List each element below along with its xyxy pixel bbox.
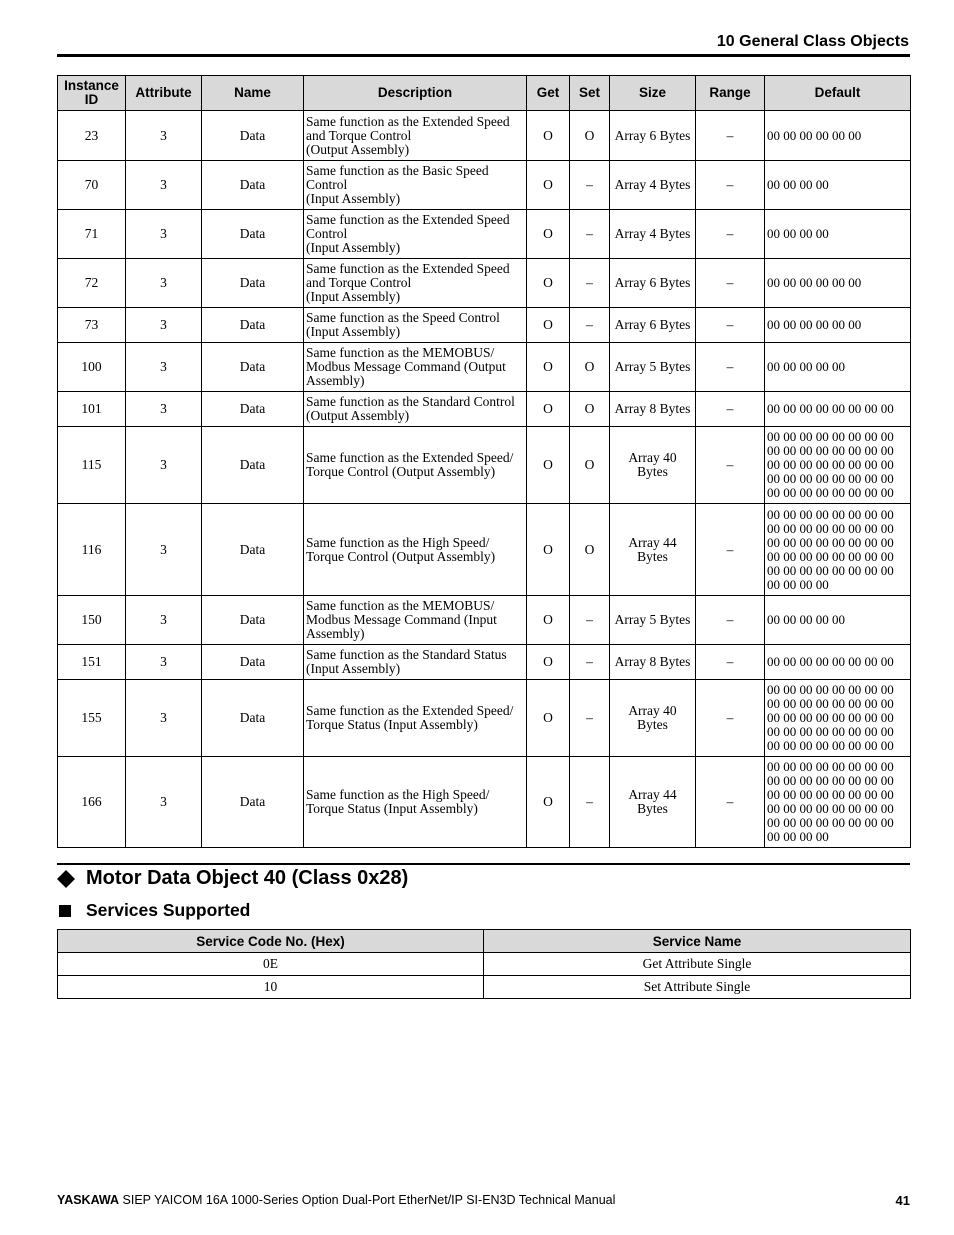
cell-instance-id: 70 bbox=[58, 161, 126, 210]
cell-description: Same function as the Extended Speed/ Torque Control (Output Assembly) bbox=[304, 427, 527, 504]
cell-name: Data bbox=[202, 504, 304, 596]
services-table bbox=[57, 929, 911, 999]
cell-instance-id: 72 bbox=[58, 259, 126, 308]
cell-range: – bbox=[696, 161, 765, 210]
chapter-header: 10 General Class Objects bbox=[716, 33, 909, 50]
cell-instance-id: 155 bbox=[58, 680, 126, 757]
cell-default: 00 00 00 00 00 bbox=[765, 596, 911, 645]
cell-name: Data bbox=[202, 210, 304, 259]
cell-get: O bbox=[527, 392, 570, 427]
col-description: Description bbox=[304, 76, 527, 111]
services-table-body bbox=[58, 953, 911, 999]
cell-set: – bbox=[570, 308, 610, 343]
cell-default: 00 00 00 00 00 00 00 00 bbox=[765, 392, 911, 427]
cell-attribute: 3 bbox=[126, 680, 202, 757]
table-row bbox=[58, 392, 911, 427]
cell-default: 00 00 00 00 00 00 00 00 00 00 00 00 00 00 00 00 00 00 00 00 00 00 00 00 00 00 00 00 00 00 00 00 00 00 00 00 00 00 00 00 00 00 00 00 bbox=[765, 504, 911, 596]
table-row bbox=[58, 259, 911, 308]
table-row bbox=[58, 111, 911, 161]
section-title: Motor Data Object 40 (Class 0x28) bbox=[86, 867, 409, 889]
section-rule bbox=[57, 863, 910, 865]
cell-description: Same function as the Extended Speed and Torque Control (Output Assembly) bbox=[304, 111, 527, 161]
header-rule bbox=[57, 54, 910, 57]
cell-range: – bbox=[696, 343, 765, 392]
cell-service-name: Set Attribute Single bbox=[484, 976, 911, 999]
attribute-table bbox=[57, 75, 911, 848]
cell-name: Data bbox=[202, 757, 304, 848]
cell-set: O bbox=[570, 343, 610, 392]
cell-range: – bbox=[696, 504, 765, 596]
cell-attribute: 3 bbox=[126, 308, 202, 343]
cell-attribute: 3 bbox=[126, 343, 202, 392]
cell-attribute: 3 bbox=[126, 392, 202, 427]
cell-range: – bbox=[696, 596, 765, 645]
services-table-header bbox=[58, 930, 911, 953]
table-row bbox=[58, 504, 911, 596]
cell-instance-id: 23 bbox=[58, 111, 126, 161]
cell-size: Array 6 Bytes bbox=[610, 308, 696, 343]
cell-description: Same function as the High Speed/ Torque Status (Input Assembly) bbox=[304, 757, 527, 848]
cell-name: Data bbox=[202, 596, 304, 645]
cell-size: Array 5 Bytes bbox=[610, 596, 696, 645]
cell-size: Array 4 Bytes bbox=[610, 161, 696, 210]
cell-set: O bbox=[570, 427, 610, 504]
cell-service-name: Get Attribute Single bbox=[484, 953, 911, 976]
cell-default: 00 00 00 00 00 00 00 00 00 00 00 00 00 00 00 00 00 00 00 00 00 00 00 00 00 00 00 00 00 00 00 00 00 00 00 00 00 00 00 00 bbox=[765, 427, 911, 504]
cell-instance-id: 100 bbox=[58, 343, 126, 392]
table-row bbox=[58, 161, 911, 210]
square-bullet-icon bbox=[59, 905, 71, 917]
cell-range: – bbox=[696, 308, 765, 343]
cell-range: – bbox=[696, 259, 765, 308]
cell-attribute: 3 bbox=[126, 645, 202, 680]
table-row bbox=[58, 343, 911, 392]
cell-attribute: 3 bbox=[126, 111, 202, 161]
cell-description: Same function as the Standard Status (Input Assembly) bbox=[304, 645, 527, 680]
cell-size: Array 4 Bytes bbox=[610, 210, 696, 259]
cell-set: O bbox=[570, 392, 610, 427]
footer-text: SIEP YAICOM 16A 1000-Series Option Dual-Port EtherNet/IP SI-EN3D Technical Manual bbox=[119, 1193, 616, 1207]
cell-set: – bbox=[570, 645, 610, 680]
cell-default: 00 00 00 00 00 00 00 00 00 00 00 00 00 00 00 00 00 00 00 00 00 00 00 00 00 00 00 00 00 00 00 00 00 00 00 00 00 00 00 00 bbox=[765, 680, 911, 757]
cell-set: – bbox=[570, 259, 610, 308]
table-row bbox=[58, 976, 911, 999]
cell-description: Same function as the Basic Speed Control (Input Assembly) bbox=[304, 161, 527, 210]
col-size: Size bbox=[610, 76, 696, 111]
cell-set: – bbox=[570, 757, 610, 848]
cell-size: Array 8 Bytes bbox=[610, 645, 696, 680]
cell-name: Data bbox=[202, 645, 304, 680]
page-number: 41 bbox=[895, 1193, 910, 1208]
cell-range: – bbox=[696, 680, 765, 757]
cell-get: O bbox=[527, 645, 570, 680]
cell-attribute: 3 bbox=[126, 427, 202, 504]
cell-description: Same function as the Extended Speed and Torque Control (Input Assembly) bbox=[304, 259, 527, 308]
cell-description: Same function as the MEMOBUS/ Modbus Message Command (Output Assembly) bbox=[304, 343, 527, 392]
cell-name: Data bbox=[202, 680, 304, 757]
table-row bbox=[58, 596, 911, 645]
cell-range: – bbox=[696, 645, 765, 680]
cell-default: 00 00 00 00 00 bbox=[765, 343, 911, 392]
cell-get: O bbox=[527, 161, 570, 210]
cell-instance-id: 71 bbox=[58, 210, 126, 259]
col-name: Name bbox=[202, 76, 304, 111]
cell-set: – bbox=[570, 161, 610, 210]
table-row bbox=[58, 757, 911, 848]
table-row bbox=[58, 680, 911, 757]
cell-attribute: 3 bbox=[126, 210, 202, 259]
cell-name: Data bbox=[202, 161, 304, 210]
cell-range: – bbox=[696, 392, 765, 427]
cell-set: O bbox=[570, 504, 610, 596]
cell-default: 00 00 00 00 bbox=[765, 210, 911, 259]
cell-name: Data bbox=[202, 343, 304, 392]
attribute-table-body bbox=[58, 111, 911, 848]
cell-size: Array 40 Bytes bbox=[610, 680, 696, 757]
cell-default: 00 00 00 00 bbox=[765, 161, 911, 210]
cell-attribute: 3 bbox=[126, 757, 202, 848]
cell-range: – bbox=[696, 210, 765, 259]
cell-range: – bbox=[696, 757, 765, 848]
cell-default: 00 00 00 00 00 00 bbox=[765, 111, 911, 161]
cell-get: O bbox=[527, 308, 570, 343]
cell-name: Data bbox=[202, 392, 304, 427]
cell-get: O bbox=[527, 111, 570, 161]
col-instance-id: Instance ID bbox=[58, 76, 126, 111]
footer-brand: YASKAWA bbox=[57, 1193, 120, 1207]
cell-set: – bbox=[570, 210, 610, 259]
table-row bbox=[58, 953, 911, 976]
cell-get: O bbox=[527, 504, 570, 596]
col-range: Range bbox=[696, 76, 765, 111]
table-row bbox=[58, 645, 911, 680]
cell-instance-id: 101 bbox=[58, 392, 126, 427]
col-get: Get bbox=[527, 76, 570, 111]
cell-instance-id: 151 bbox=[58, 645, 126, 680]
cell-range: – bbox=[696, 427, 765, 504]
cell-instance-id: 166 bbox=[58, 757, 126, 848]
cell-description: Same function as the Speed Control (Input Assembly) bbox=[304, 308, 527, 343]
cell-default: 00 00 00 00 00 00 bbox=[765, 308, 911, 343]
cell-size: Array 5 Bytes bbox=[610, 343, 696, 392]
cell-description: Same function as the High Speed/ Torque Control (Output Assembly) bbox=[304, 504, 527, 596]
cell-service-code: 0E bbox=[58, 953, 484, 976]
cell-get: O bbox=[527, 680, 570, 757]
cell-get: O bbox=[527, 210, 570, 259]
attribute-table-header bbox=[58, 76, 911, 111]
col-service-code: Service Code No. (Hex) bbox=[58, 930, 484, 953]
cell-attribute: 3 bbox=[126, 161, 202, 210]
cell-attribute: 3 bbox=[126, 596, 202, 645]
col-service-name: Service Name bbox=[484, 930, 911, 953]
cell-instance-id: 116 bbox=[58, 504, 126, 596]
cell-service-code: 10 bbox=[58, 976, 484, 999]
cell-description: Same function as the Extended Speed Control (Input Assembly) bbox=[304, 210, 527, 259]
cell-instance-id: 73 bbox=[58, 308, 126, 343]
table-row bbox=[58, 210, 911, 259]
cell-get: O bbox=[527, 343, 570, 392]
cell-name: Data bbox=[202, 308, 304, 343]
cell-set: O bbox=[570, 111, 610, 161]
cell-default: 00 00 00 00 00 00 00 00 bbox=[765, 645, 911, 680]
cell-name: Data bbox=[202, 111, 304, 161]
cell-get: O bbox=[527, 596, 570, 645]
cell-get: O bbox=[527, 259, 570, 308]
cell-description: Same function as the Standard Control (Output Assembly) bbox=[304, 392, 527, 427]
cell-instance-id: 150 bbox=[58, 596, 126, 645]
cell-description: Same function as the Extended Speed/ Torque Status (Input Assembly) bbox=[304, 680, 527, 757]
diamond-icon bbox=[57, 870, 75, 888]
cell-name: Data bbox=[202, 259, 304, 308]
col-attribute: Attribute bbox=[126, 76, 202, 111]
page-footer bbox=[57, 1193, 910, 1207]
cell-default: 00 00 00 00 00 00 00 00 00 00 00 00 00 00 00 00 00 00 00 00 00 00 00 00 00 00 00 00 00 00 00 00 00 00 00 00 00 00 00 00 00 00 00 00 bbox=[765, 757, 911, 848]
subsection-title: Services Supported bbox=[86, 900, 251, 920]
cell-set: – bbox=[570, 596, 610, 645]
cell-get: O bbox=[527, 427, 570, 504]
cell-instance-id: 115 bbox=[58, 427, 126, 504]
cell-get: O bbox=[527, 757, 570, 848]
cell-size: Array 8 Bytes bbox=[610, 392, 696, 427]
col-set: Set bbox=[570, 76, 610, 111]
cell-size: Array 6 Bytes bbox=[610, 259, 696, 308]
cell-attribute: 3 bbox=[126, 259, 202, 308]
cell-description: Same function as the MEMOBUS/ Modbus Message Command (Input Assembly) bbox=[304, 596, 527, 645]
cell-set: – bbox=[570, 680, 610, 757]
cell-size: Array 44 Bytes bbox=[610, 504, 696, 596]
cell-attribute: 3 bbox=[126, 504, 202, 596]
cell-size: Array 44 Bytes bbox=[610, 757, 696, 848]
col-default: Default bbox=[765, 76, 911, 111]
cell-default: 00 00 00 00 00 00 bbox=[765, 259, 911, 308]
cell-range: – bbox=[696, 111, 765, 161]
cell-name: Data bbox=[202, 427, 304, 504]
cell-size: Array 40 Bytes bbox=[610, 427, 696, 504]
table-row bbox=[58, 308, 911, 343]
table-row bbox=[58, 427, 911, 504]
cell-size: Array 6 Bytes bbox=[610, 111, 696, 161]
